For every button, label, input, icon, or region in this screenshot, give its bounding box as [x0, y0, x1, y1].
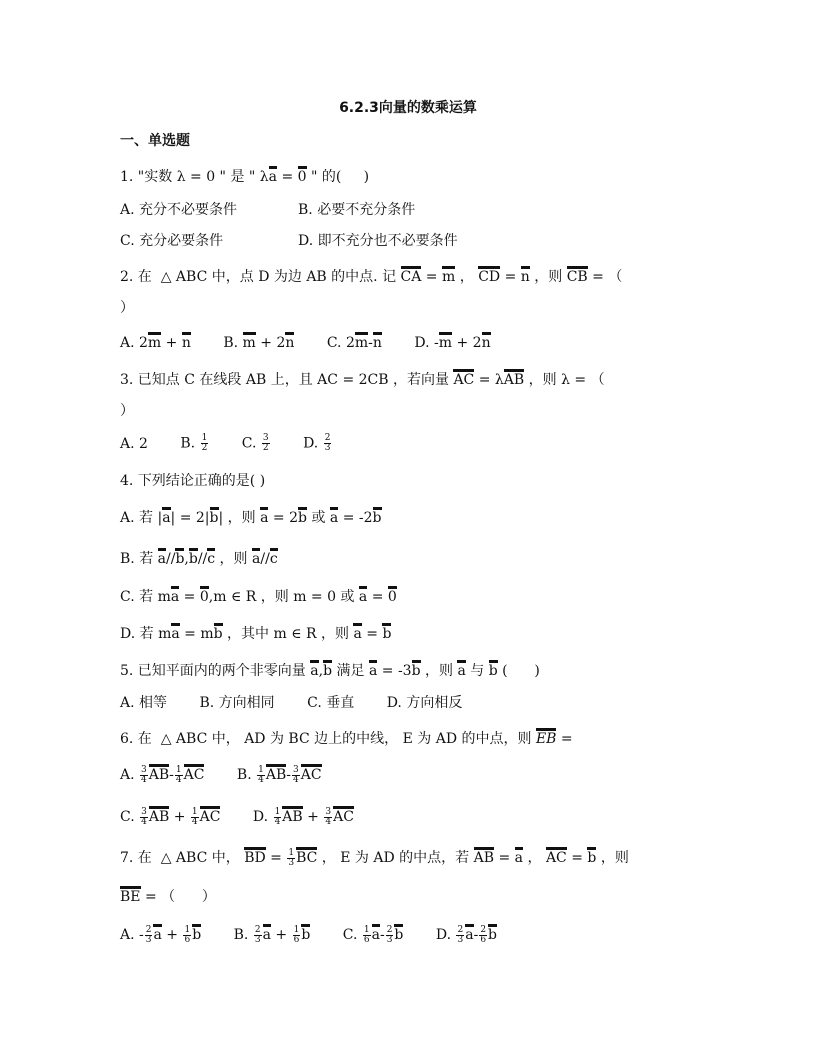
- option-a[interactable]: A. 充分不必要条件: [120, 202, 238, 218]
- option-a[interactable]: A. 2m + n: [120, 332, 191, 351]
- option-c[interactable]: C. $\frac{1}{6}$ a- $\frac{2}{3}$ b: [342, 924, 404, 945]
- option-b[interactable]: B. $\frac{1}{4}$ AB- $\frac{3}{4}$ AC: [236, 764, 322, 785]
- question-6-options-row1: [120, 764, 350, 785]
- question-text: 下列结论正确的是( ): [137, 473, 266, 489]
- question-2-stem: 2. 在 △ ABC 中，点 D 为边 AB 的中点. 记 CA = m ， CD = n ，则 CB = （: [120, 266, 622, 286]
- option-c[interactable]: C. 垂直: [307, 695, 355, 711]
- option-b[interactable]: B. $\frac{1}{2}$: [180, 433, 208, 453]
- option-c[interactable]: C. 若 ma = 0,m ∈ R ，则 m = 0 或 a = 0: [120, 586, 397, 606]
- option-b[interactable]: B. 若 a//b,b//c ，则 a//c: [120, 548, 278, 568]
- option-d[interactable]: D. 若 ma = mb ，其中 m ∈ R ，则 a = b: [120, 623, 391, 643]
- option-c[interactable]: C. $\frac{3}{2}$: [241, 433, 269, 453]
- question-3-options: [120, 434, 360, 453]
- question-7-stem-cont: BE = （ ）: [120, 886, 216, 906]
- option-b[interactable]: B. 必要不充分条件: [298, 202, 416, 218]
- option-a[interactable]: A. 若 |a| = 2|b| ，则 a = 2b 或 a = -2b: [120, 507, 382, 527]
- question-3-stem-cont: ）: [120, 403, 134, 419]
- question-number: 1.: [120, 169, 134, 185]
- question-1-options-row1: [120, 199, 443, 219]
- question-number: 3.: [120, 372, 134, 388]
- section-heading: 一、单选题: [120, 133, 190, 149]
- question-2-options: [120, 332, 519, 351]
- question-number: 6.: [120, 731, 134, 747]
- option-a[interactable]: A. $\frac{3}{4}$ AB- $\frac{1}{4}$ AC: [120, 764, 205, 785]
- question-7-stem: 7. 在 △ ABC 中， BD = $\frac{1}{3}$ BC ， E 为 AD 的中点，若 AB = a ， AC = b ，则: [120, 847, 629, 868]
- question-6-options-row2: [120, 806, 382, 827]
- option-d[interactable]: D. -m + 2n: [414, 332, 490, 351]
- question-number: 7.: [120, 850, 134, 866]
- question-1-stem: 1. "实数 λ = 0 " 是 " λa = 0 " 的( ): [120, 166, 369, 186]
- option-b[interactable]: B. 方向相同: [199, 695, 275, 711]
- page-title: 6.2.3向量的数乘运算: [339, 100, 477, 116]
- option-c[interactable]: C. 充分必要条件: [120, 233, 224, 249]
- option-a[interactable]: A. 相等: [120, 695, 168, 711]
- question-5-stem: 5. 已知平面内的两个非零向量 a,b 满足 a = -3b ，则 a 与 b ( ): [120, 660, 540, 680]
- option-d[interactable]: D. 即不充分也不必要条件: [298, 233, 458, 249]
- option-d[interactable]: D. 方向相反: [386, 695, 463, 711]
- question-6-stem: 6. 在 △ ABC 中， AD 为 BC 边上的中线， E 为 AD 的中点，则 EB =: [120, 728, 573, 748]
- option-d[interactable]: D. $\frac{2}{3}$: [303, 433, 331, 453]
- option-c[interactable]: C. 2m-n: [327, 332, 382, 351]
- option-d[interactable]: D. $\frac{1}{4}$ AB + $\frac{3}{4}$ AC: [252, 806, 354, 827]
- question-number: 4.: [120, 473, 134, 489]
- option-a[interactable]: A. - $\frac{2}{3}$ a + $\frac{1}{6}$ b: [120, 924, 202, 945]
- option-b[interactable]: B. m + 2n: [223, 332, 294, 351]
- question-5-options: [120, 692, 490, 712]
- question-number: 2.: [120, 269, 134, 285]
- question-number: 5.: [120, 663, 134, 679]
- question-4-stem: [120, 470, 265, 490]
- question-2-stem-cont: ）: [120, 300, 134, 316]
- question-7-options: [120, 924, 525, 945]
- question-1-options-row2: [120, 230, 486, 250]
- option-b[interactable]: B. $\frac{2}{3}$ a + $\frac{1}{6}$ b: [233, 924, 311, 945]
- question-3-stem: 3. 已知点 C 在线段 AB 上，且 AC = 2CB ，若向量 AC = λAB ，则 λ = （: [120, 369, 605, 389]
- option-a[interactable]: A. 2: [120, 435, 148, 452]
- option-c[interactable]: C. $\frac{3}{4}$ AB + $\frac{1}{4}$ AC: [120, 806, 221, 827]
- option-d[interactable]: D. $\frac{2}{3}$ a- $\frac{2}{6}$ b: [435, 924, 498, 945]
